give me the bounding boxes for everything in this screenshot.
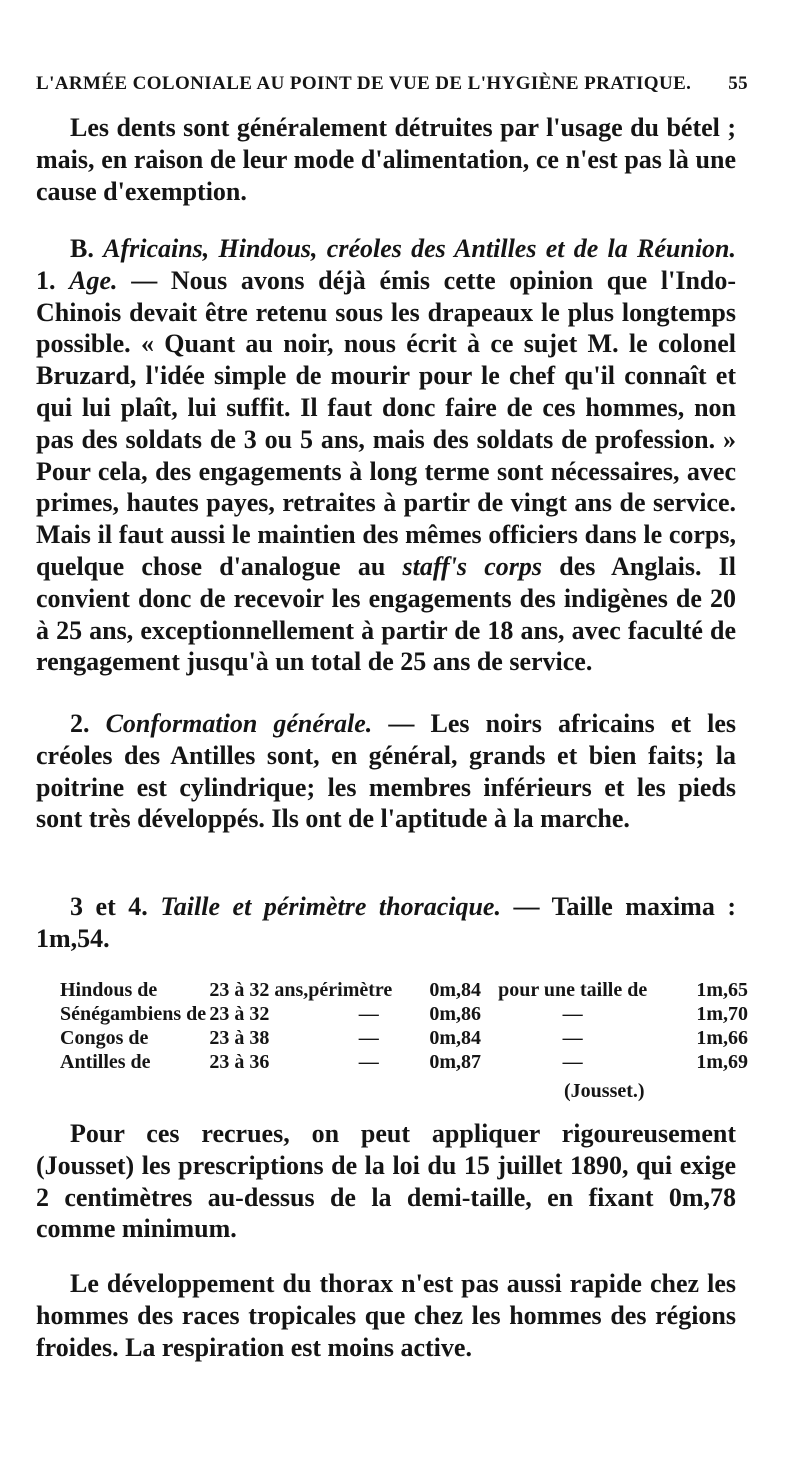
table-row [60, 1050, 748, 1074]
page-number: 55 [728, 73, 748, 94]
middle-cell: — [562, 1027, 583, 1049]
paragraph-text: Les dents sont généralement détruites par l'usage du bétel ; mais, en raison de leur mode d'alimentation, ce n'est pas là une cause d'exemption. [36, 113, 736, 206]
perimeter-label-cell: — [358, 1027, 379, 1049]
perimeter-cell: 0m,84 [429, 1027, 481, 1049]
perimeter-label-cell: périmètre [308, 979, 393, 1001]
section-letter: B. [70, 234, 94, 263]
section-heading: Africains, Hindous, créoles des Antilles et de la Réunion. [103, 234, 737, 263]
population-cell: Antilles de [60, 1051, 151, 1073]
measurements-table [60, 978, 748, 1074]
book-page [36, 0, 748, 1466]
italic-term: staff's corps [402, 551, 543, 581]
subsection-number: 2. [70, 709, 90, 738]
paragraph-text: — Taille maxima : 1m,54. [36, 892, 737, 953]
table-row [60, 978, 748, 1002]
paragraph-teeth [36, 112, 736, 207]
paragraph-section-b [36, 233, 736, 678]
subsection-number: 1. [36, 265, 56, 295]
height-cell: 1m,69 [696, 1051, 748, 1073]
paragraph-text: — Les noirs africains et les créoles des Antilles sont, en général, grands et bien faits; la poitrine est cylindrique; les membres inférieurs et les pieds sont très développés. Ils ont de l'aptitude à la marche. [36, 709, 737, 834]
paragraph-conformation [36, 708, 736, 835]
perimeter-label-cell: — [358, 1003, 379, 1025]
subsection-heading: Taille et périmètre thoracique. [160, 892, 501, 921]
paragraph-taille [36, 891, 736, 955]
population-cell: Sénégambiens de [60, 1003, 207, 1025]
subsection-heading: Conformation générale. [105, 709, 373, 738]
subsection-heading: Age. [69, 265, 118, 295]
population-cell: Congos de [60, 1027, 149, 1049]
age-cell: 23 à 38 [209, 1027, 270, 1049]
perimeter-cell: 0m,87 [429, 1051, 481, 1073]
population-cell: Hindous de [60, 979, 158, 1001]
middle-cell: — [562, 1003, 583, 1025]
paragraph-text: Pour ces recrues, on peut appliquer rigoureusement (Jousset) les prescriptions de la loi du 15 juillet 1890, qui exige 2 centimètres au-dessus de la demi-taille, en fixant 0m,78 comme minimum. [36, 1119, 736, 1244]
middle-cell: — [562, 1051, 583, 1073]
middle-cell: pour une taille de [498, 979, 648, 1001]
height-cell: 1m,70 [696, 1003, 748, 1025]
perimeter-cell: 0m,84 [429, 979, 481, 1001]
age-cell: 23 à 32 ans, [209, 979, 309, 1001]
height-cell: 1m,66 [696, 1027, 748, 1049]
table-row [60, 1002, 748, 1026]
paragraph-text: Le développement du thorax n'est pas aussi rapide chez les hommes des races tropicales que chez les hommes des régions froides. La respiration est moins active. [36, 1269, 736, 1362]
paragraph-text: — Nous avons déjà émis cette opinion que l'Indo-Chinois devait être retenu sous les drapeaux le plus longtemps possible. « Quant au noir, nous écrit à ce sujet M. le colonel Bruzard, l'idée simple de mourir pour le chef qu'il connaît et qui lui plaît, lui suffit. Il faut donc faire de ces hommes, non pas des soldats de 3 ou 5 ans, mais des soldats de profession. » Pour cela, des engagements à long terme sont nécessaires, avec primes, hautes payes, retraites à partir de vingt ans de service. Mais il faut aussi le maintien des mêmes officiers dans le corps, quelque chose d'analogue au [36, 265, 737, 581]
paragraph-text-continued: des Anglais. Il convient donc de recevoir les engagements des indigènes de 20 à 25 ans, exceptionnellement à partir de 18 ans, avec faculté de rengagement jusqu'à un total de 25 ans de service. [36, 551, 737, 677]
height-cell: 1m,65 [696, 979, 748, 1001]
subsection-number: 3 et 4. [70, 892, 148, 921]
table-row [60, 1026, 748, 1050]
paragraph-thorax [36, 1268, 736, 1363]
age-cell: 23 à 32 [209, 1003, 270, 1025]
paragraph-recruits [36, 1118, 736, 1245]
perimeter-cell: 0m,86 [429, 1003, 481, 1025]
running-title: L'ARMÉE COLONIALE AU POINT DE VUE DE L'HYGIÈNE PRATIQUE. [36, 73, 692, 94]
running-header [36, 72, 748, 96]
table-source: (Jousset.) [564, 1080, 645, 1102]
perimeter-label-cell: — [358, 1051, 379, 1073]
age-cell: 23 à 36 [209, 1051, 270, 1073]
